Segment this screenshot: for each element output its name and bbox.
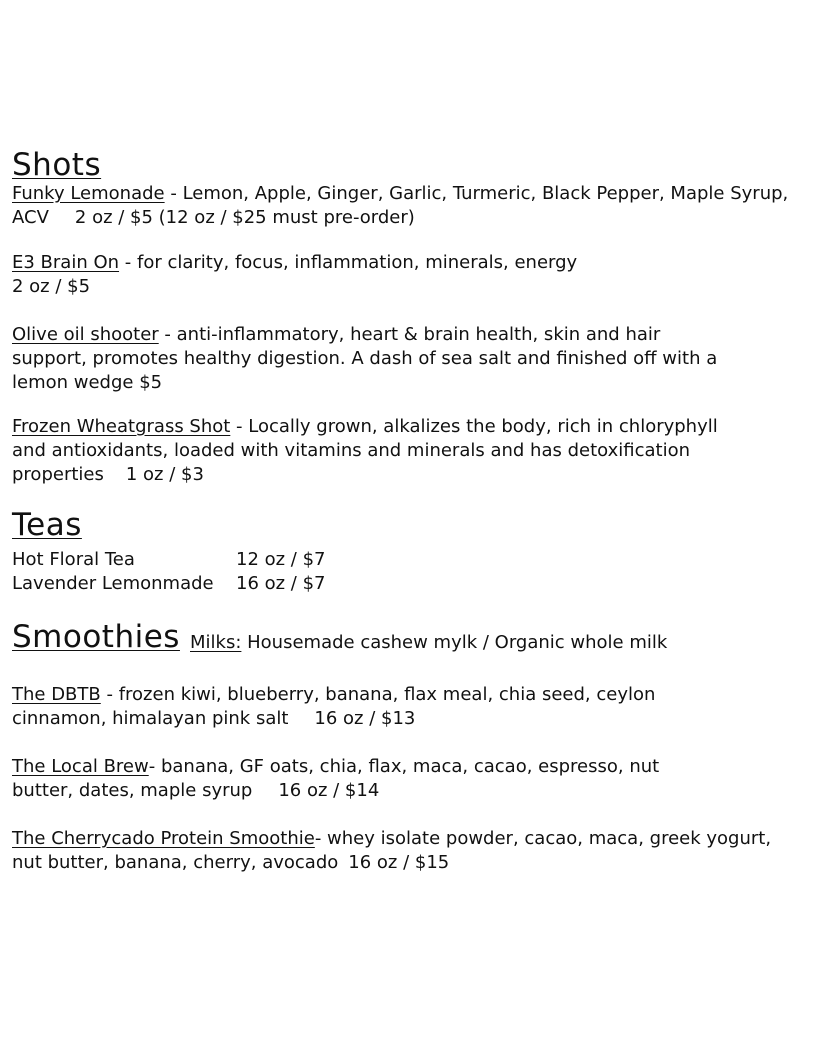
item-price: 16 oz / $15	[348, 852, 450, 873]
menu-item-e3-brain-on	[12, 251, 652, 299]
shots-heading: Shots	[12, 147, 102, 183]
menu-item-the-local-brew	[12, 755, 722, 803]
tea-price: 12 oz / $7	[236, 549, 326, 570]
milks-label: Milks:	[190, 632, 242, 653]
item-price: 16 oz / $14	[278, 780, 380, 801]
item-name: Olive oil shooter	[12, 324, 159, 345]
menu-item-the-dbtb	[12, 683, 712, 731]
item-name: The Cherrycado Protein Smoothie	[12, 828, 315, 849]
tea-name: Lavender Lemonmade	[12, 573, 214, 594]
milks-options: Housemade cashew mylk / Organic whole milk	[241, 632, 668, 653]
item-price: 1 oz / $3	[125, 464, 204, 485]
item-description: - whey isolate powder, cacao, maca, greek yogurt, nut butter, banana, cherry, avocado	[12, 828, 772, 873]
item-name: Funky Lemonade	[12, 183, 165, 204]
item-price: 16 oz / $13	[314, 708, 416, 729]
item-name: E3 Brain On	[12, 252, 120, 273]
item-description: - banana, GF oats, chia, flax, maca, cacao, espresso, nut butter, dates, maple syrup	[12, 756, 660, 801]
item-description: - frozen kiwi, blueberry, banana, flax meal, chia seed, ceylon cinnamon, himalayan pink salt	[12, 684, 656, 729]
item-price: 2 oz / $5 (12 oz / $25 must pre-order)	[74, 207, 415, 228]
item-description: - Locally grown, alkalizes the body, rich in chloryphyll and antioxidants, loaded with vitamins and minerals and has detoxification properties	[12, 416, 718, 485]
item-name: The Local Brew	[12, 756, 149, 777]
menu-item-the-cherrycado	[12, 827, 772, 875]
tea-row-lavender-lemonmade	[12, 572, 326, 596]
item-description: - Lemon, Apple, Ginger, Garlic, Turmeric, Black Pepper, Maple Syrup, ACV	[12, 183, 789, 228]
teas-heading: Teas	[12, 507, 82, 543]
menu-item-frozen-wheatgrass-shot	[12, 415, 742, 487]
tea-name: Hot Floral Tea	[12, 549, 135, 570]
item-description: - anti-inflammatory, heart & brain health, skin and hair support, promotes healthy digestion. A dash of sea salt and finished off with a lemon wedge $5	[12, 324, 718, 393]
menu-item-funky-lemonade	[12, 182, 792, 230]
menu-item-olive-oil-shooter	[12, 323, 732, 395]
item-price: 2 oz / $5	[12, 276, 91, 297]
milks-note	[190, 631, 667, 655]
item-name: Frozen Wheatgrass Shot	[12, 416, 231, 437]
smoothies-heading: Smoothies	[12, 619, 180, 655]
tea-row-hot-floral	[12, 548, 326, 572]
item-name: The DBTB	[12, 684, 101, 705]
item-description: - for clarity, focus, inflammation, minerals, energy	[119, 252, 578, 273]
tea-price: 16 oz / $7	[236, 573, 326, 594]
